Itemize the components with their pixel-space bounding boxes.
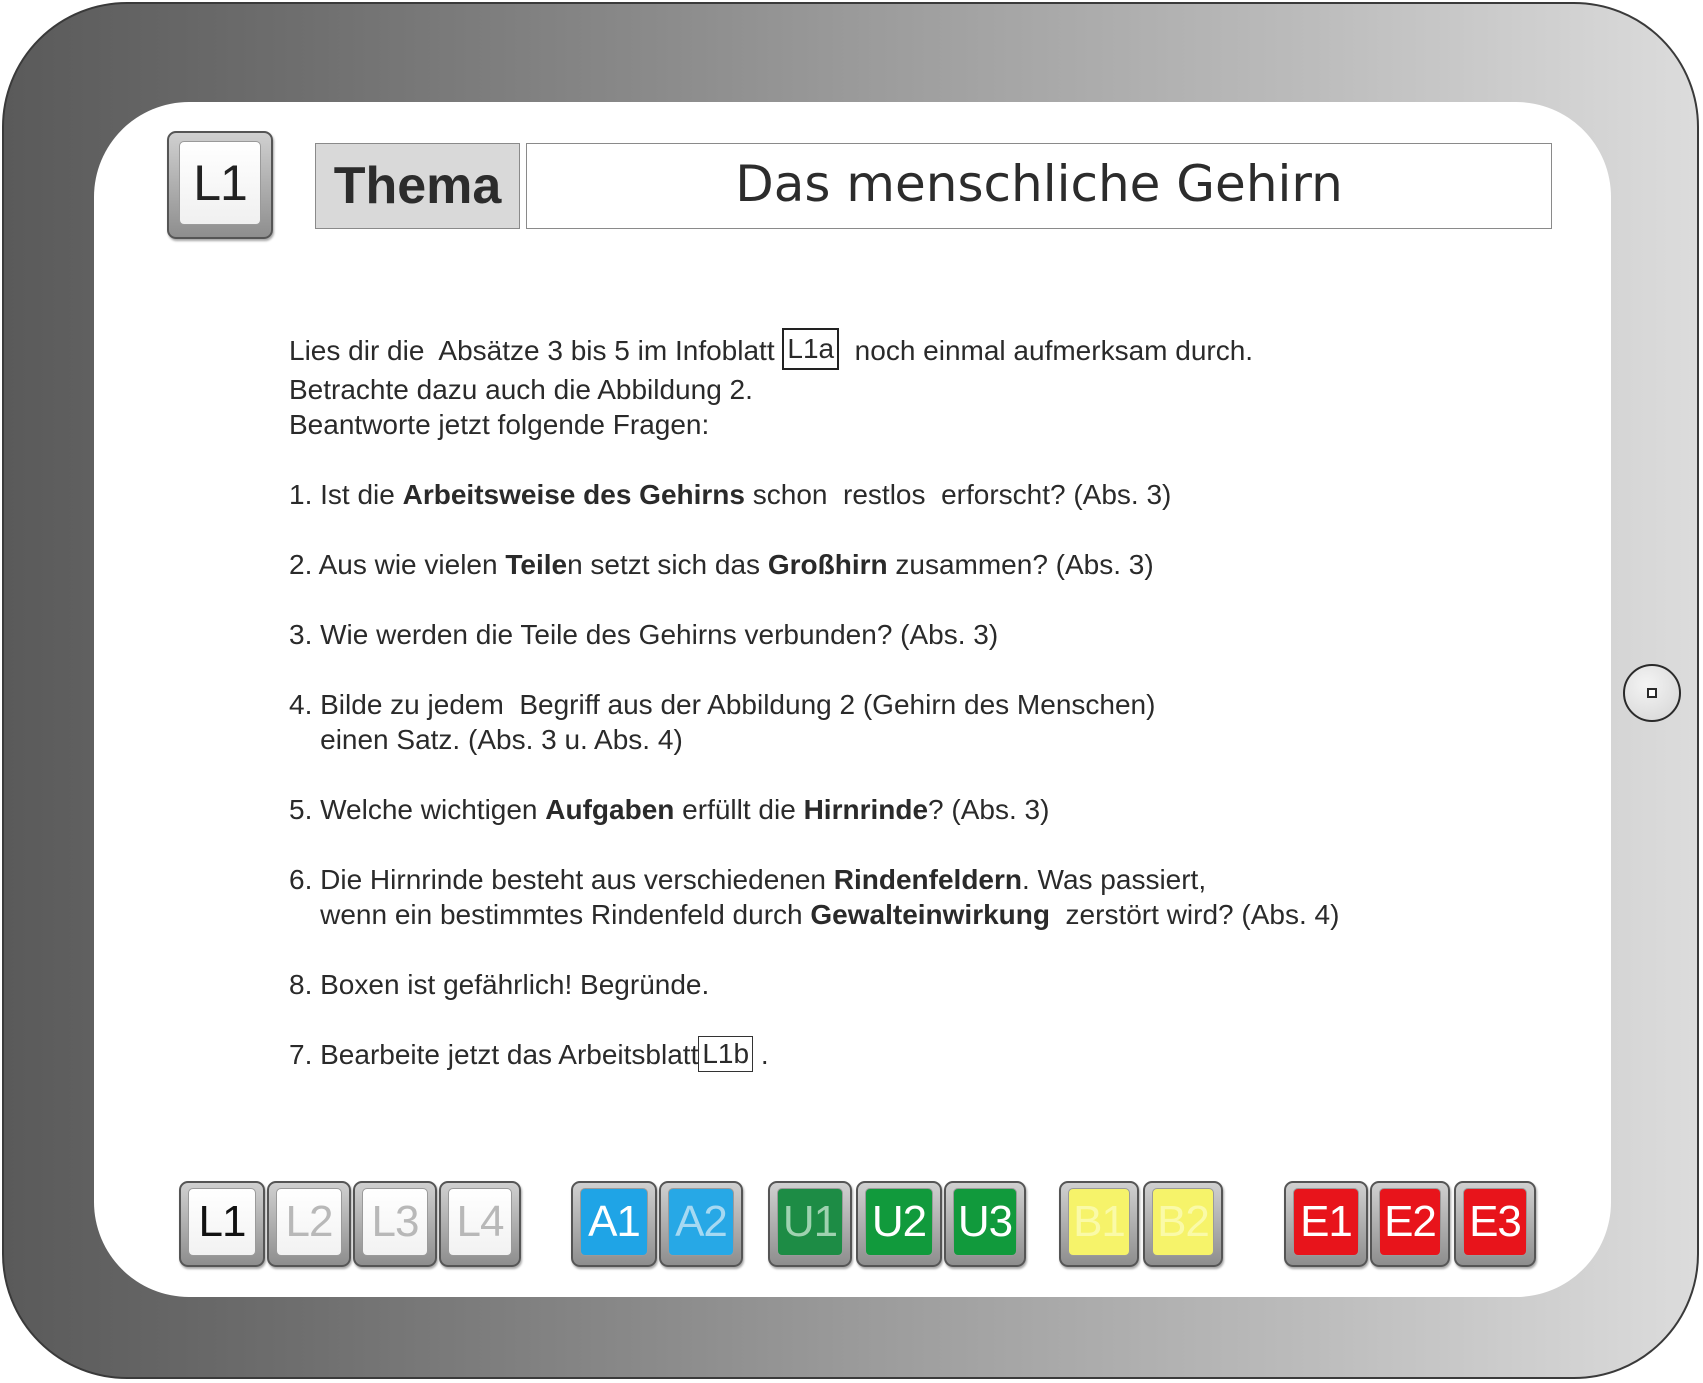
question-5 [289, 792, 1569, 827]
nav-key-label: L2 [276, 1188, 342, 1256]
nav-key-a2[interactable] [659, 1181, 743, 1267]
q-bold: Aufgaben [545, 793, 675, 825]
nav-key-label: A2 [668, 1188, 734, 1256]
nav-key-l2[interactable] [267, 1181, 351, 1267]
q-text: zusammen? (Abs. 3) [887, 548, 1154, 580]
nav-key-e3[interactable] [1454, 1181, 1536, 1267]
intro-line-2: Betrachte dazu auch die Abbildung 2. [289, 373, 753, 405]
nav-key-u2[interactable] [856, 1181, 942, 1267]
question-4-line-2: einen Satz. (Abs. 3 u. Abs. 4) [289, 723, 683, 755]
home-button[interactable] [1623, 664, 1681, 722]
infoblatt-ref-l1a[interactable]: L1a [782, 328, 839, 370]
nav-key-label: L4 [448, 1188, 512, 1256]
intro-text: noch einmal aufmerksam durch. [839, 335, 1254, 366]
q-text: 6. Die Hirnrinde besteht aus verschiedenen [289, 863, 834, 895]
question-3: 3. Wie werden die Teile des Gehirns verbunden? (Abs. 3) [289, 618, 999, 650]
q-text: schon restlos erforscht? (Abs. 3) [744, 478, 1172, 510]
intro-line-1 [289, 333, 1569, 372]
nav-key-label: E2 [1379, 1188, 1441, 1256]
lesson-badge-label: L1 [179, 141, 261, 225]
nav-key-label: U2 [865, 1188, 933, 1256]
q-text: erfüllt die [674, 793, 804, 825]
q-text: zerstört wird? (Abs. 4) [1050, 898, 1340, 930]
q-bold: Arbeitsweise des Gehirns [402, 478, 745, 510]
intro-line-3: Beantworte jetzt folgende Fragen: [289, 408, 710, 440]
question-4-line-1: 4. Bilde zu jedem Begriff aus der Abbildung 2 (Gehirn des Menschen) [289, 688, 1156, 720]
task-content [289, 333, 1569, 1074]
question-6-line-2 [289, 897, 1569, 932]
arbeitsblatt-ref-l1b[interactable]: L1b [698, 1036, 753, 1072]
nav-key-label: U1 [777, 1188, 843, 1256]
nav-key-label: E1 [1293, 1188, 1359, 1256]
q-bold: Gewalteinwirkung [810, 898, 1050, 930]
q-bold: Rindenfeldern [833, 863, 1022, 895]
q-text: n setzt sich das [567, 548, 768, 580]
question-7 [289, 1037, 1569, 1075]
question-6-line-1 [289, 862, 1569, 897]
q-text: . [753, 1038, 769, 1070]
page-title: Das menschliche Gehirn [526, 143, 1552, 229]
q-text: 5. Welche wichtigen [289, 793, 546, 825]
q-text: wenn ein bestimmtes Rindenfeld durch [289, 898, 811, 930]
nav-key-l1[interactable] [179, 1181, 265, 1267]
q-text: 7. Bearbeite jetzt das Arbeitsblatt [289, 1038, 699, 1070]
nav-key-label: L3 [362, 1188, 428, 1256]
nav-key-label: L1 [188, 1188, 256, 1256]
nav-key-label: E3 [1463, 1188, 1527, 1256]
nav-key-e2[interactable] [1370, 1181, 1450, 1267]
nav-key-b1[interactable] [1059, 1181, 1139, 1267]
q-text: ? (Abs. 3) [928, 793, 1050, 825]
question-8: 8. Boxen ist gefährlich! Begründe. [289, 968, 710, 1000]
home-square-icon [1647, 688, 1657, 698]
q-text: 2. Aus wie vielen [289, 548, 506, 580]
lesson-badge [167, 131, 273, 239]
nav-key-a1[interactable] [571, 1181, 657, 1267]
nav-key-b2[interactable] [1143, 1181, 1223, 1267]
q-bold: Großhirn [767, 548, 888, 580]
q-bold: Hirnrinde [803, 793, 929, 825]
question-2 [289, 547, 1569, 582]
q-text: . Was passiert, [1022, 863, 1207, 895]
nav-key-u3[interactable] [944, 1181, 1026, 1267]
q-bold: Teile [505, 548, 568, 580]
nav-key-label: B2 [1152, 1188, 1214, 1256]
nav-key-l4[interactable] [439, 1181, 521, 1267]
nav-key-label: A1 [580, 1188, 648, 1256]
q-text: 1. Ist die [289, 478, 403, 510]
nav-key-u1[interactable] [768, 1181, 852, 1267]
nav-key-label: B1 [1068, 1188, 1130, 1256]
question-1 [289, 477, 1569, 512]
intro-text: Lies dir die Absätze 3 bis 5 im Infoblatt [289, 335, 783, 366]
nav-key-l3[interactable] [353, 1181, 437, 1267]
nav-key-e1[interactable] [1284, 1181, 1368, 1267]
thema-label: Thema [315, 143, 520, 229]
nav-key-label: U3 [953, 1188, 1017, 1256]
